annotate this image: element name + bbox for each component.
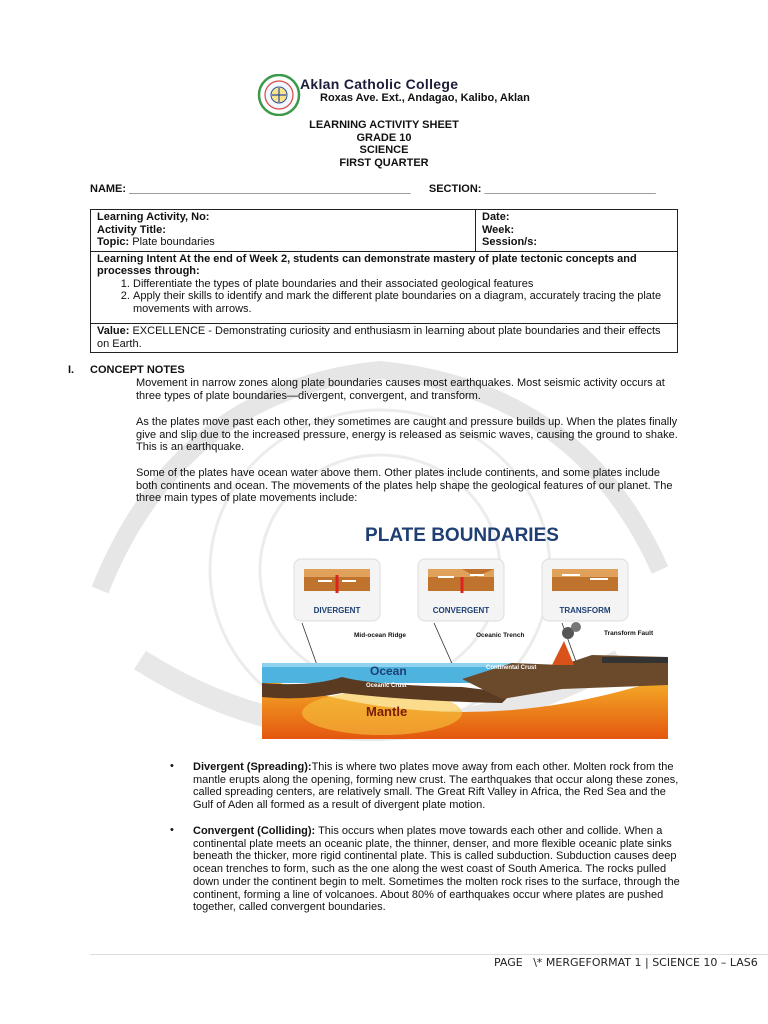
activity-cell [91, 210, 476, 252]
learning-intent-cell [91, 251, 678, 324]
school-logo [256, 74, 302, 116]
intent-list [97, 278, 671, 316]
quarter: FIRST QUARTER [339, 157, 429, 169]
bullet-text: This is where two plates move away from each other. Molten rock from the mantle erupts along the opening, forming new crust. The earthquakes that occur along these zones, called spreading centers, are relatively small. The Great Rift Valley in Africa, the Red Sea and the Gulf of Aden all formed as a result of divergent plate motion. [193, 761, 679, 812]
value-text: EXCELLENCE - Demonstrating curiosity and enthusiasm in learning about plate boundaries and their effects on Earth. [97, 325, 661, 350]
divergent-bullet [193, 761, 683, 812]
section-number: I. [68, 364, 75, 376]
subject: SCIENCE [359, 144, 409, 156]
intent-item: 2. Apply their skills to identify and mark the different plate boundaries on a diagram, accurately tracing the plate movements with arrows. [133, 290, 671, 315]
date-cell [476, 210, 678, 252]
bullet-marker: • [170, 824, 174, 836]
bullet-text: This occurs when plates move towards each other and collide. When a continental plate meets an oceanic plate, the thinner, denser, and more flexible oceanic plate sinks beneath the thicker, more rigid continental plate. This is called subduction. Subduction causes deep ocean trenches to form, such as the one along the west coast of South America. The rocks pulled down under the continent begin to melt. Sometimes the molten rock rises to the surface, through the continent, forming a line of volcanoes. About 80% of earthquakes occur where plates are pushed together, called convergent boundaries. [193, 825, 680, 914]
oceanic-crust-label: Oceanic Crust [366, 683, 407, 689]
school-address: Roxas Ave. Ext., Andagao, Kalibo, Aklan [320, 92, 530, 104]
divergent-panel [294, 559, 380, 621]
learning-intent: Learning Intent At the end of Week 2, students can demonstrate mastery of plate tectonic concepts and processes through: [97, 252, 637, 277]
diagram-title: PLATE BOUNDARIES [365, 525, 559, 546]
name-label: NAME: [90, 183, 127, 195]
topic-value: Plate boundaries [132, 236, 215, 248]
convergent-label: CONVERGENT [432, 606, 490, 615]
bullet-term: Convergent (Colliding): [193, 825, 316, 837]
school-name: Aklan Catholic College [300, 76, 459, 92]
page-footer: PAGE \* MERGEFORMAT 1 | SCIENCE 10 – LAS6 [494, 956, 758, 969]
date-label: Date: [482, 211, 510, 223]
divergent-label: DIVERGENT [313, 606, 361, 615]
plate-boundaries-diagram [262, 517, 668, 739]
bullet-marker: • [170, 760, 174, 772]
concept-paragraph: Movement in narrow zones along plate boundaries causes most earthquakes. Most seismic activity occurs at three types of plate boundaries—divergent, convergent, and transform. [136, 377, 665, 402]
topic-label: Topic: [97, 236, 130, 248]
learning-activity-label: Learning Activity, No: [97, 211, 210, 223]
continental-crust-label: Continental Crust [486, 665, 537, 671]
session-label: Session/s: [482, 236, 538, 248]
transform-panel [542, 559, 628, 621]
section-label: SECTION: [428, 183, 482, 195]
sheet-title: LEARNING ACTIVITY SHEET [309, 119, 459, 131]
concept-paragraph: Some of the plates have ocean water above them. Other plates include continents, and some plates include both continents and ocean. The movements of the plates help shape the geological features of our planet. The three main types of plate movements include: [136, 467, 673, 505]
concept-paragraph: As the plates move past each other, they sometimes are caught and pressure builds up. When the plates finally give and slip due to the increased pressure, energy is released as seismic waves, causing the ground to shake. This is an earthquake. [136, 416, 678, 454]
ridge-label: Mid-ocean Ridge [354, 632, 407, 639]
grade-level: GRADE 10 [356, 132, 412, 144]
bullet-term: Divergent (Spreading): [193, 761, 312, 773]
transform-label: TRANSFORM [559, 606, 611, 615]
mantle-label: Mantle [366, 704, 408, 719]
name-section-line: NAME: ______________________________________________ SECTION: ____________________________ [90, 183, 656, 195]
footer-divider [90, 954, 768, 955]
activity-info-table [90, 209, 678, 353]
section-title: CONCEPT NOTES [90, 364, 185, 376]
value-cell [91, 324, 678, 353]
trench-label: Oceanic Trench [476, 632, 525, 639]
intent-item: 1. Differentiate the types of plate boundaries and their associated geological features [133, 278, 671, 291]
week-label: Week: [482, 223, 515, 236]
ocean-label: Ocean [370, 664, 407, 678]
convergent-panel [418, 559, 504, 621]
value-label: Value: [97, 325, 130, 337]
activity-title-label: Activity Title: [97, 223, 166, 236]
convergent-bullet [193, 825, 683, 914]
fault-label: Transform Fault [604, 630, 654, 637]
